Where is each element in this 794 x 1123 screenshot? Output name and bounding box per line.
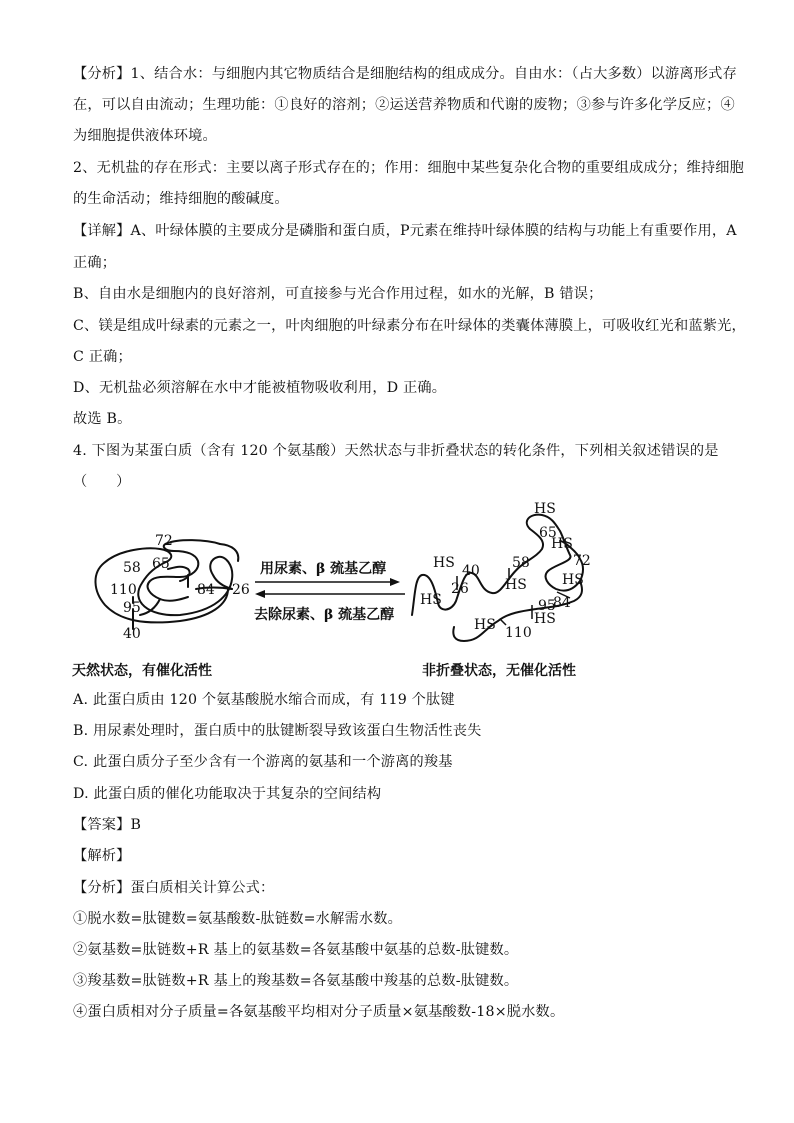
detail-line-6: D、无机盐必须溶解在水中才能被植物吸收利用，D 正确。 xyxy=(73,380,447,396)
native-label-26: 26 xyxy=(232,582,250,598)
detail-line-7: 故选 B。 xyxy=(73,411,132,427)
unfolded-number-26: 26 xyxy=(451,581,469,597)
unfolded-number-65: 65 xyxy=(539,525,557,541)
unfolded-number-110: 110 xyxy=(505,625,532,641)
answer: 【答案】B xyxy=(73,817,142,833)
native-label-84: 84 xyxy=(197,582,215,598)
analysis-line-5: 的生命活动；维持细胞的酸碱度。 xyxy=(73,191,289,207)
reverse-arrow-head xyxy=(255,590,265,598)
formula-analysis-title: 【分析】蛋白质相关计算公式： xyxy=(73,880,275,896)
analysis-line-1: 【分析】1、结合水：与细胞内其它物质结合是细胞结构的组成成分。自由水：（占大多数）以游离形式存 xyxy=(73,66,737,82)
question-stem: 4. 下图为某蛋白质（含有 120 个氨基酸）天然状态与非折叠状态的转化条件，下列相关叙述错误的是 xyxy=(73,443,719,459)
unfolded-labels xyxy=(420,501,591,641)
native-label-95: 95 xyxy=(123,600,141,616)
hs-label-58: HS xyxy=(505,577,527,593)
native-label-40: 40 xyxy=(123,626,141,642)
arrow-condition-remove: 去除尿素、β 巯基乙醇 xyxy=(254,607,395,623)
formula-1: ①脱水数=肽键数=氨基酸数-肽链数=水解需水数。 xyxy=(73,911,403,927)
option-b: B. 用尿素处理时，蛋白质中的肽键断裂导致该蛋白生物活性丧失 xyxy=(73,723,482,739)
analysis-line-4: 2、无机盐的存在形式：主要以离子形式存在的；作用：细胞中某些复杂化合物的重要组成成分；维持细胞 xyxy=(73,160,745,176)
hs-label-84: HS xyxy=(562,572,584,588)
question-blank: （ ） xyxy=(73,474,131,490)
formula-4: ④蛋白质相对分子质量=各氨基酸平均相对分子质量×氨基酸数-18×脱水数。 xyxy=(73,1004,565,1020)
analysis-line-2: 在，可以自由流动；生理功能：①良好的溶剂；②运送营养物质和代谢的废物；③参与许多化学反应；④ xyxy=(73,97,735,113)
option-a: A. 此蛋白质由 120 个氨基酸脱水缩合而成，有 119 个肽键 xyxy=(73,692,455,708)
arrow-condition-add: 用尿素、β 巯基乙醇 xyxy=(260,561,387,577)
native-label-110: 110 xyxy=(110,582,137,598)
detail-line-3: B、自由水是细胞内的良好溶剂，可直接参与光合作用过程，如水的光解，B 错误； xyxy=(73,286,603,302)
unfolded-number-95: 95 xyxy=(538,598,556,614)
native-state-caption: 天然状态，有催化活性 xyxy=(72,663,212,679)
native-label-58: 58 xyxy=(123,560,141,576)
unfolded-number-58: 58 xyxy=(512,555,530,571)
detail-line-4: C、镁是组成叶绿素的元素之一，叶肉细胞的叶绿素分布在叶绿体的类囊体薄膜上，可吸收红光和蓝紫光， xyxy=(73,318,746,334)
protein-folding-diagram xyxy=(60,495,620,690)
analysis-line-3: 为细胞提供液体环境。 xyxy=(73,128,217,144)
hs-label-110: HS xyxy=(474,617,496,633)
option-d: D. 此蛋白质的催化功能取决于其复杂的空间结构 xyxy=(73,786,382,802)
unfolded-number-84: 84 xyxy=(553,595,571,611)
hs-label-72: HS xyxy=(551,536,573,552)
formula-2: ②氨基数=肽链数+R 基上的氨基数=各氨基酸中氨基的总数-肽键数。 xyxy=(73,942,519,958)
detail-line-2: 正确； xyxy=(73,255,117,271)
detail-line-1: 【详解】A、叶绿体膜的主要成分是磷脂和蛋白质，P元素在维持叶绿体膜的结构与功能上有重要作用，A xyxy=(73,223,737,239)
conversion-arrows xyxy=(255,578,405,598)
unfolded-number-72: 72 xyxy=(573,553,591,569)
unfolded-state-caption: 非折叠状态，无催化活性 xyxy=(422,663,576,679)
unfolded-number-40: 40 xyxy=(462,563,480,579)
hs-label-95: HS xyxy=(534,611,556,627)
forward-arrow-head xyxy=(390,578,400,586)
native-label-65: 65 xyxy=(152,556,170,572)
native-label-72: 72 xyxy=(155,533,173,549)
parse-heading: 【解析】 xyxy=(73,848,131,864)
formula-3: ③羧基数=肽链数+R 基上的羧基数=各氨基酸中羧基的总数-肽键数。 xyxy=(73,973,519,989)
hs-label-40: HS xyxy=(433,555,455,571)
detail-line-5: C 正确； xyxy=(73,349,132,365)
hs-label-65: HS xyxy=(534,501,556,517)
unfolded-chain xyxy=(412,515,583,641)
hs-label-26: HS xyxy=(420,592,442,608)
option-c: C. 此蛋白质分子至少含有一个游离的氨基和一个游离的羧基 xyxy=(73,754,453,770)
